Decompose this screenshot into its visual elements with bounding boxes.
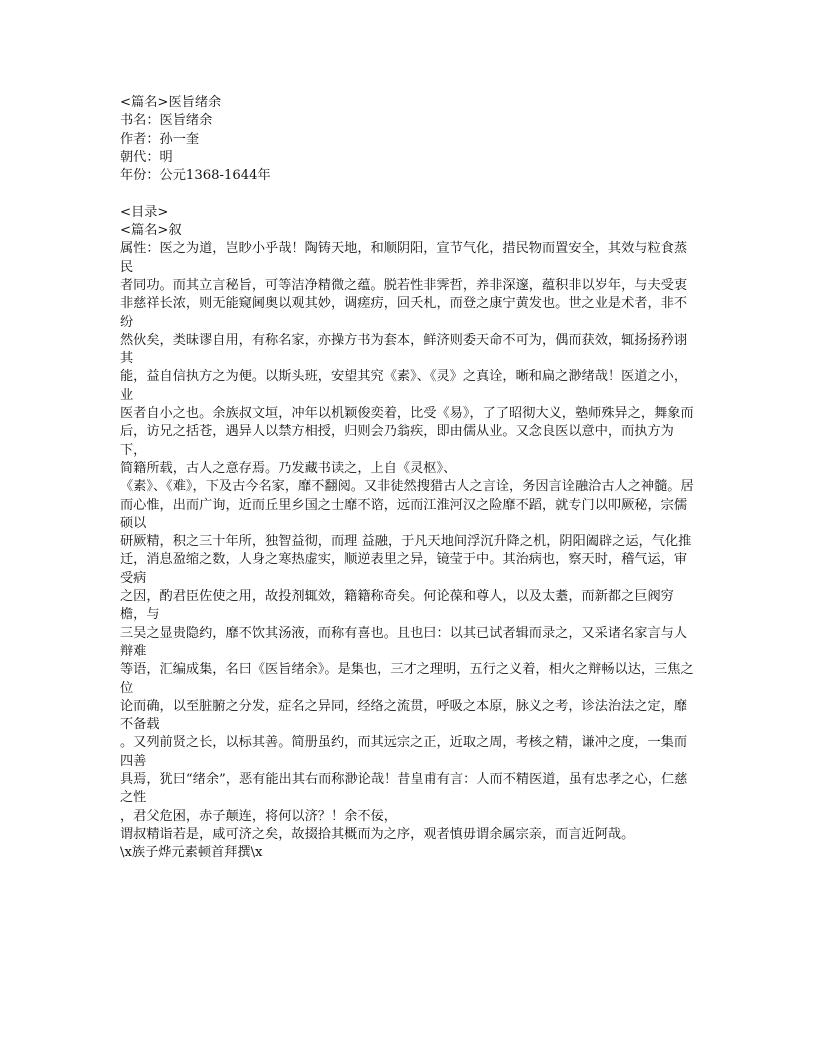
body-line: 。又列前贤之长，以标其善。简册虽约，而其远宗之正，近取之周，考核之精，谦冲之度，一集而四善 — [120, 735, 688, 769]
body-line: 研厥精，积之三十年所，独智益彻，而理 益融，于凡天地间浮沉升降之机，阴阳阖辟之运，气化推 — [120, 534, 692, 550]
toc-pian: <篇名>叙 — [120, 223, 182, 239]
preface-body — [120, 240, 700, 844]
pian-title: <篇名>医旨绪余 — [120, 95, 222, 110]
spacer — [120, 185, 700, 203]
body-line: 《素》、《难》，下及古今名家，靡不翻阅。又非徒然搜猎古人之言诠，务因言诠融洽古人之神髓。居 — [120, 479, 694, 495]
body-line: 非慈祥长浓，则无能窥阃奥以观其妙，调瘥疠，回夭札，而登之康宁黄发也。世之业是术者，非不纷 — [120, 296, 688, 330]
body-line: 医者自小之也。余族叔文垣，冲年以机颖俊奕着，比受《易》，了了昭彻大义，塾师殊异之，舞象而 — [120, 406, 694, 422]
body-line: 具焉，犹曰“绪余”，恶有能出其右而称渺论哉！昔皇甫有言：人而不精医道，虽有忠孝之心，仁慈之性 — [120, 771, 688, 806]
body-line: ，君父危困，赤子颠连，将何以济？！余不佞， — [120, 808, 397, 824]
body-line: 然伙矣，类昧谬自用，有称名家，亦操方书为套本，鲜济则委天命不可为，偶而获效，辄扬扬矜诩其 — [120, 332, 688, 367]
document-page — [120, 94, 700, 862]
body-line: 能，益自信执方之为便。以斯头班，安望其究《素》、《灵》之真诠，晰和扁之渺绪哉！医道之小，业 — [120, 369, 688, 403]
body-line: 之因，酌君臣佐使之用，故投剂辄效，籍籍称奇矣。何论葆和尊人，以及太耋，而新都之巨阀穷檐，与 — [120, 589, 674, 623]
years: 年份：公元1368-1644年 — [120, 168, 271, 184]
dynasty: 朝代：明 — [120, 149, 173, 165]
signature: \x族子烨元素顿首拜撰\x — [120, 845, 263, 861]
body-line: 三吴之显贵隐约，靡不饮其汤液，而称有喜也。且也曰：以其已试者辑而录之，又采诸名家言与人辩难 — [120, 625, 688, 659]
body-line: 者同功。而其立言秘旨，可等洁净精微之蕴。脱若性非霁哲，养非深邃，蕴积非以岁年，与夫受衷 — [120, 277, 688, 293]
book-name: 书名：医旨绪余 — [120, 113, 213, 129]
toc-label: <目录> — [120, 204, 169, 220]
author: 作者：孙一奎 — [120, 131, 200, 147]
body-line: 后，访兄之括苍，遇异人以禁方相授，归则会乃翁疾，即由儒从业。又念良医以意中，而执方为下， — [120, 424, 674, 458]
body-line: 而心惟，出而广询，近而丘里乡国之士靡不谘，远而江淮河汉之险靡不蹈，就专门以叩厥秘，宗儒硕以 — [120, 497, 688, 531]
body-line: 简籍所载，古人之意存焉。乃发藏书读之，上自《灵枢》、 — [120, 460, 457, 476]
body-line: 属性：医之为道，岂眇小乎哉！陶铸天地，和顺阴阳，宣节气化，措民物而置安全，其效与粒食蒸民 — [120, 241, 688, 275]
body-line: 等语，汇编成集，名曰《医旨绪余》。是集也，三才之理明，五行之义着，相火之辩畅以达，三焦之位 — [120, 662, 694, 696]
body-line: 迁，消息盈缩之数，人身之寒热虚实，顺逆表里之异，镜莹于中。其治病也，察天时，稽气运，审受病 — [120, 552, 688, 586]
body-line: 谓叔精诣若是，咸可济之矣，故掇拾其概而为之序，观者慎毋谓余属宗亲，而言近阿哉。 — [120, 826, 635, 842]
body-line: 论而确，以至脏腑之分发，症名之异同，经络之流贯，呼吸之本原，脉义之考，诊法治法之定，靡不备载 — [120, 698, 688, 733]
